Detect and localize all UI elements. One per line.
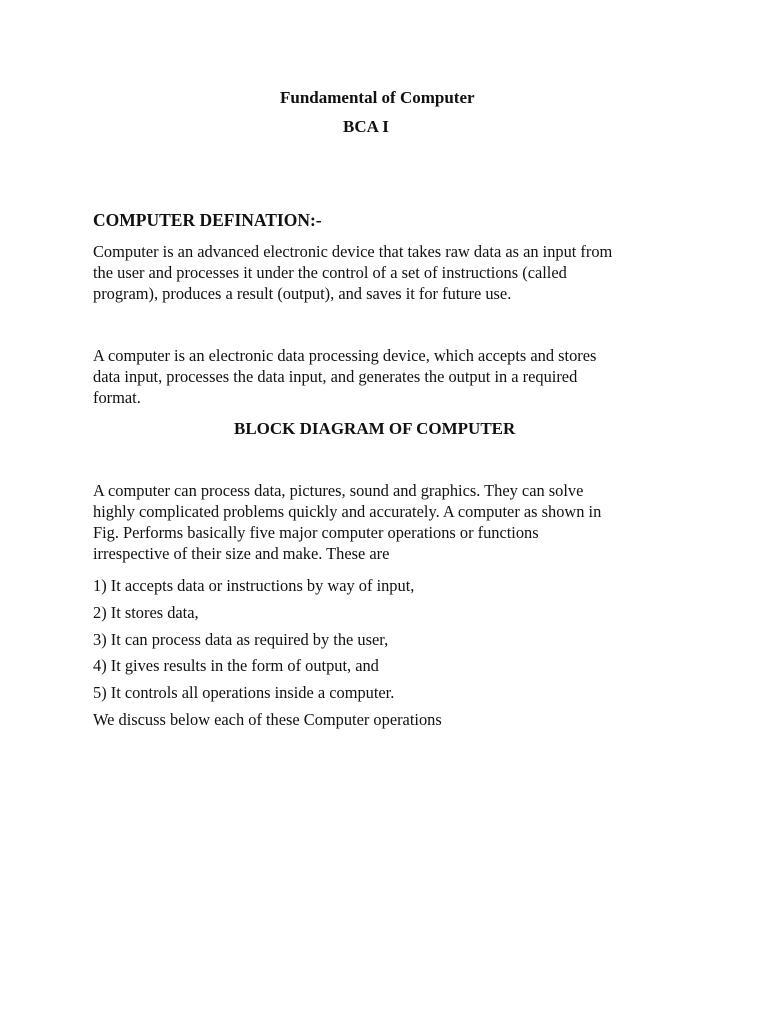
text-line: data input, processes the data input, and generates the output in a required [93, 367, 578, 386]
text-line: irrespective of their size and make. These are [93, 544, 390, 563]
document-subtitle: BCA I [343, 117, 389, 136]
text-line: the user and processes it under the control of a set of instructions (called [93, 263, 567, 282]
text-line: A computer can process data, pictures, sound and graphics. They can solve [93, 481, 584, 500]
list-item: 5) It controls all operations inside a computer. [93, 683, 395, 702]
definition-paragraph-2 [93, 345, 693, 408]
definition-paragraph-1 [93, 241, 693, 304]
text-line: Computer is an advanced electronic device that takes raw data as an input from [93, 242, 613, 261]
text-line: program), produces a result (output), and saves it for future use. [93, 284, 512, 303]
document-title: Fundamental of Computer [280, 88, 475, 107]
text-line: format. [93, 388, 141, 407]
text-line: A computer is an electronic data processing device, which accepts and stores [93, 346, 597, 365]
list-item: 3) It can process data as required by the user, [93, 630, 389, 649]
text-line: highly complicated problems quickly and accurately. A computer as shown in [93, 502, 602, 521]
closing-text: We discuss below each of these Computer operations [93, 710, 442, 729]
list-item: 2) It stores data, [93, 603, 199, 622]
block-diagram-heading: BLOCK DIAGRAM OF COMPUTER [234, 419, 516, 438]
list-item: 4) It gives results in the form of output, and [93, 656, 379, 675]
block-diagram-paragraph [93, 480, 693, 564]
list-item: 1) It accepts data or instructions by way of input, [93, 576, 415, 595]
text-line: Fig. Performs basically five major computer operations or functions [93, 523, 539, 542]
definition-heading: COMPUTER DEFINATION:- [93, 210, 322, 230]
